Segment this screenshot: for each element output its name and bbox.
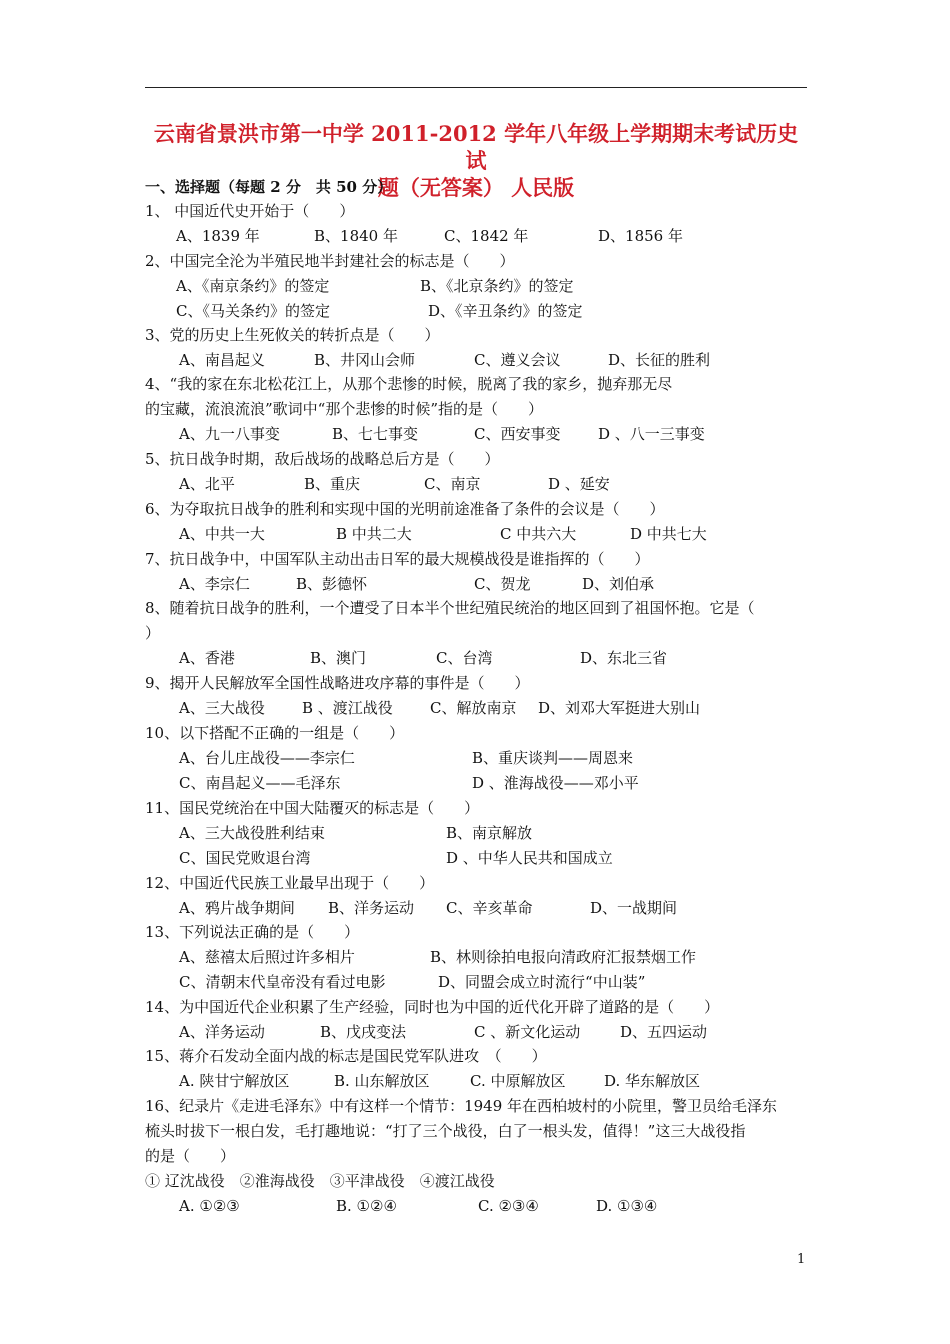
option-d: D、1856 年 [598,227,683,245]
option-c: C、南京 [424,475,481,493]
option-b: B. ①②④ [336,1197,397,1215]
option-c: C、1842 年 [444,227,529,245]
question-text: 梳头时拔下一根白发，毛打趣地说：“打了三个战役，白了一根头发，值得！”这三大战役指 [145,1122,746,1140]
option-a: A、洋务运动 [179,1023,265,1041]
question-text: 6、为夺取抗日战争的胜利和实现中国的光明前途准备了条件的会议是（ ） [145,500,665,518]
option-c: C、解放南京 [430,699,517,717]
question-text: 的是（ ） [145,1147,236,1165]
option-d: D 、淮海战役——邓小平 [472,774,639,792]
question-text: 9、揭开人民解放军全国性战略进攻序幕的事件是（ ） [145,674,530,692]
question-text: 7、抗日战争中，中国军队主动出击日军的最大规模战役是谁指挥的（ ） [145,550,650,568]
option-c: C、西安事变 [474,425,561,443]
option-d: D、同盟会成立时流行“中山装” [438,973,646,991]
option-d: D、五四运动 [620,1023,708,1041]
option-c: C、遵义会议 [474,351,561,369]
option-b: B、林则徐拍电报向清政府汇报禁烟工作 [430,948,697,966]
option-c: C 、新文化运动 [474,1023,581,1041]
option-b: B、七七事变 [332,425,419,443]
option-b: B、《北京条约》的签定 [420,277,574,295]
option-b: B、彭德怀 [296,575,368,593]
option-d: D、一战期间 [590,899,678,917]
option-a: A、慈禧太后照过许多相片 [179,948,355,966]
question-text: 4、“我的家在东北松花江上，从那个悲惨的时候，脱离了我的家乡，抛弃那无尽 [145,375,673,393]
question-text: 15、蒋介石发动全面内战的标志是国民党军队进攻 （ ） [145,1047,547,1065]
question-text: 8、随着抗日战争的胜利，一个遭受了日本半个世纪殖民统治的地区回到了祖国怀抱。它是（ [145,599,755,617]
option-d: D 中共七大 [630,525,707,543]
option-b: B 、渡江战役 [302,699,393,717]
option-b: B、1840 年 [314,227,398,245]
option-b: B、重庆谈判——周恩来 [472,749,634,767]
option-d: D、刘邓大军挺进大别山 [538,699,701,717]
option-d: D、长征的胜利 [608,351,711,369]
option-d: D 、延安 [548,475,610,493]
option-c: C、台湾 [436,649,493,667]
option-d: D. 华东解放区 [604,1072,701,1090]
option-a: A、三大战役 [179,699,265,717]
option-c: C、清朝末代皇帝没有看过电影 [179,973,386,991]
question-text: ） [145,624,161,642]
option-a: A、香港 [179,649,235,667]
question-text: 5、抗日战争时期，敌后战场的战略总后方是（ ） [145,450,500,468]
option-a: A、九一八事变 [179,425,280,443]
header-rule [145,87,807,88]
option-a: A. 陕甘宁解放区 [179,1072,290,1090]
option-b: B、井冈山会师 [314,351,416,369]
option-a: A、北平 [179,475,235,493]
option-a: A、中共一大 [179,525,265,543]
option-c: C、国民党败退台湾 [179,849,311,867]
option-a: A. ①②③ [179,1197,240,1215]
option-a: A、鸦片战争期间 [179,899,295,917]
option-b: B 中共二大 [336,525,412,543]
option-c: C. 中原解放区 [470,1072,566,1090]
title-line-1: 云南省景洪市第一中学 2011-2012 学年八年级上学期期末考试历史试 [153,121,799,173]
option-d: D、东北三省 [580,649,668,667]
question-text: 3、党的历史上生死攸关的转折点是（ ） [145,326,440,344]
option-b: B、戊戌变法 [320,1023,407,1041]
question-text: 12、中国近代民族工业最早出现于（ ） [145,874,435,892]
option-d: D、刘伯承 [582,575,655,593]
option-c: C、《马关条约》的签定 [176,302,330,320]
option-b: B. 山东解放区 [334,1072,430,1090]
title-line-2: 题（无答案） 人民版 [377,175,575,200]
option-d: D 、八一三事变 [598,425,705,443]
option-a: A、李宗仁 [179,575,250,593]
option-a: A、台儿庄战役——李宗仁 [179,749,355,767]
option-a: A、1839 年 [176,227,260,245]
question-text: ① 辽沈战役 ②淮海战役 ③平津战役 ④渡江战役 [145,1172,495,1190]
question-text: 14、为中国近代企业积累了生产经验，同时也为中国的近代化开辟了道路的是（ ） [145,998,720,1016]
option-b: B、南京解放 [446,824,533,842]
option-c: C、南昌起义——毛泽东 [179,774,341,792]
option-a: A、《南京条约》的签定 [176,277,330,295]
section-heading: 一、选择题（每题 2 分 共 50 分） [145,178,393,196]
question-text: 2、中国完全沦为半殖民地半封建社会的标志是（ ） [145,252,515,270]
question-text: 的宝藏，流浪流浪”歌词中“那个悲惨的时候”指的是（ ） [145,400,544,418]
option-c: C、贺龙 [474,575,531,593]
option-b: B、重庆 [304,475,361,493]
question-text: 1、 中国近代史开始于（ ） [145,202,355,220]
option-c: C 中共六大 [500,525,577,543]
question-text: 11、国民党统治在中国大陆覆灭的标志是（ ） [145,799,480,817]
question-text: 13、下列说法正确的是（ ） [145,923,360,941]
question-text: 16、纪录片《走进毛泽东》中有这样一个情节：1949 年在西柏坡村的小院里，警卫员给毛泽东 [145,1097,778,1115]
page-number: 1 [797,1252,806,1267]
option-b: B、澳门 [310,649,367,667]
option-d: D 、中华人民共和国成立 [446,849,613,867]
option-a: A、南昌起义 [179,351,265,369]
option-a: A、三大战役胜利结束 [179,824,325,842]
option-b: B、洋务运动 [328,899,415,917]
option-c: C. ②③④ [478,1197,539,1215]
option-d: D、《辛丑条约》的签定 [428,302,583,320]
question-text: 10、以下搭配不正确的一组是（ ） [145,724,405,742]
option-c: C、辛亥革命 [446,899,533,917]
option-d: D. ①③④ [596,1197,658,1215]
